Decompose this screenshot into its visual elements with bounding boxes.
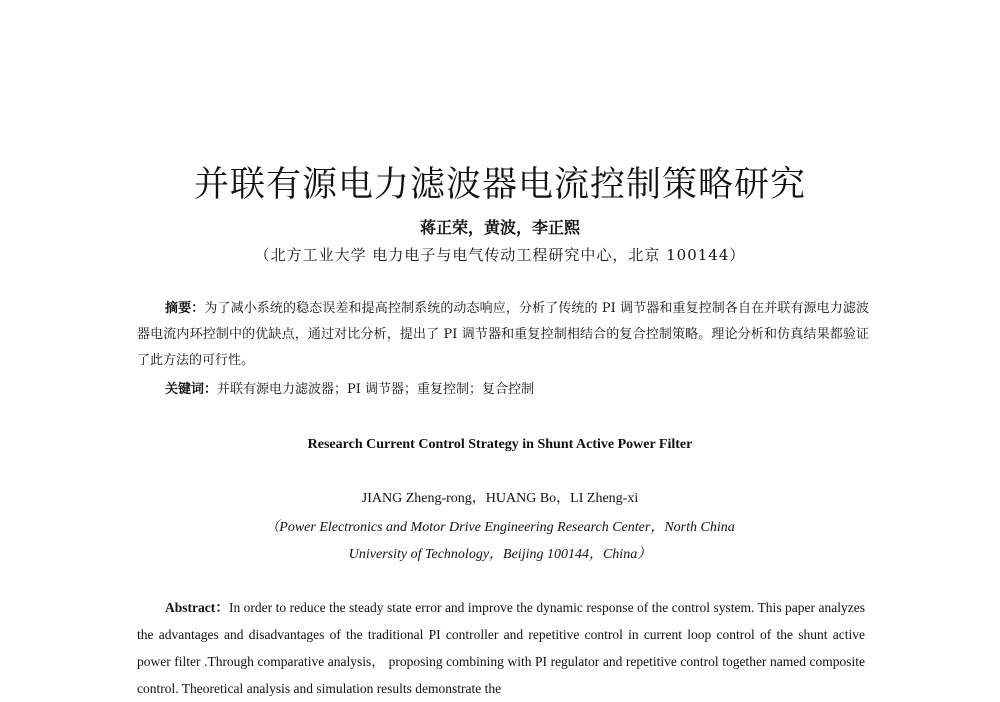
paper-title-cn: 并联有源电力滤波器电流控制策略研究 bbox=[193, 165, 806, 206]
keywords-cn-label: 关键词： bbox=[165, 382, 218, 397]
paper-title-en: Research Current Control Strategy in Shunt Active Power Filter bbox=[307, 437, 693, 452]
authors-cn: 蒋正荣，黄波，李正熙 bbox=[419, 218, 580, 237]
abstract-cn-text: 为了减小系统的稳态误差和提高控制系统的动态响应，分析了传统的 PI 调节器和重复控制各自在并联有源电力滤波器电流内环控制中的优缺点，通过对比分析，提出了 PI 调节器和重复控制相结合的复合控制策略。理论分析和仿真结果都验证了此方法的可行性。 bbox=[137, 301, 869, 368]
affiliation-cn: （北方工业大学 电力电子与电气传动工程研究中心，北京 100144） bbox=[254, 246, 746, 264]
keywords-cn-text: 并联有源电力滤波器；PI 调节器；重复控制；复合控制 bbox=[217, 382, 535, 397]
abstract-cn-label: 摘要： bbox=[165, 301, 205, 316]
abstract-en bbox=[137, 594, 865, 702]
authors-en: JIANG Zheng-rong，HUANG Bo，LI Zheng-xi bbox=[361, 491, 639, 506]
affiliation-en-line2: University of Technology，Beijing 100144，China） bbox=[348, 547, 652, 562]
affiliation-en-line1: （Power Electronics and Motor Drive Engineering Research Center，North China bbox=[265, 520, 735, 535]
affiliation-en bbox=[0, 514, 1000, 568]
keywords-cn bbox=[165, 378, 865, 402]
abstract-en-text: In order to reduce the steady state error and improve the dynamic response of the control system. This paper analyzes the advantages and disadvantages of the traditional PI controller and repetitive control in current loop control of the shunt active power filter .Through comparative analysis， proposing combining with PI regulator and repetitive control together named composite control. Theoretical analysis and simulation results demonstrate the bbox=[137, 600, 865, 696]
abstract-cn bbox=[137, 296, 869, 374]
abstract-en-label: Abstract： bbox=[165, 600, 229, 615]
